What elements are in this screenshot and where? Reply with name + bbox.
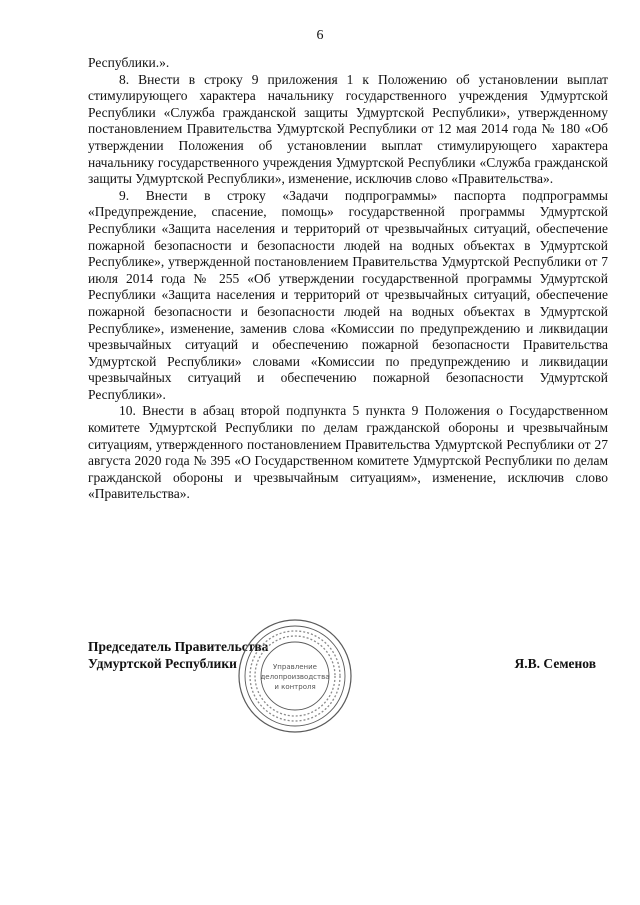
signatory-title-line2: Удмуртской Республики: [88, 656, 237, 671]
signatory-title-line1: Председатель Правительства: [88, 639, 269, 654]
paragraph-item-9: 9. Внести в строку «Задачи подпрограммы» паспорта подпрограммы «Предупреждение, спасение, помощь» государственной программы Удмуртской Республики «Защита населения и территорий от чрезвычайных ситуаций, обеспечение пожарной безопасности и безопасности людей на водных объектах в Удмуртской Республике», утвержденной постановлением Правительства Удмуртской Республики от 7 июля 2014 года № 255 «Об утверждении государственной программы Удмуртской Республики «Защита населения и территорий от чрезвычайных ситуаций, обеспечение пожарной безопасности и безопасности людей на водных объектах в Удмуртской Республике», изменение, заменив слова «Комиссии по предупреждению и ликвидации чрезвычайных ситуаций и обеспечению пожарной безопасности Правительства Удмуртской Республики» словами «Комиссии по предупреждению и ликвидации чрезвычайных ситуаций и обеспечению пожарной безопасности Удмуртской Республики».: [88, 187, 608, 402]
paragraph-continuation: Республики.».: [88, 55, 170, 70]
signatory-name: Я.В. Семенов: [514, 656, 596, 671]
paragraph-item-10: 10. Внести в абзац второй подпункта 5 пункта 9 Положения о Государственном комитете Удмуртской Республики по делам гражданской обороны и чрезвычайным ситуациям, утвержденного постановлением Правительства Удмуртской Республики от 27 августа 2020 года № 395 «О Государственном комитете Удмуртской Республики по делам гражданской обороны и чрезвычайным ситуациям», изменение, исключив слово «Правительства».: [88, 403, 608, 502]
stamp-text-line3: и контроля: [274, 683, 316, 691]
stamp-text-line2: делопроизводства: [260, 673, 330, 681]
document-body: [88, 55, 608, 503]
page-number: 6: [316, 28, 324, 43]
stamp-text-line1: Управление: [273, 663, 317, 671]
paragraph-item-8: 8. Внести в строку 9 приложения 1 к Положению об установлении выплат стимулирующего характера начальнику государственного учреждения Удмуртской Республики «Служба гражданской защиты Удмуртской Республики», утвержденному постановлением Правительства Удмуртской Республики от 12 мая 2014 года № 180 «Об утверждении Положения об установлении выплат стимулирующего характера начальнику государственного учреждения Удмуртской Республики «Служба гражданской защиты Удмуртской Республики», изменение, исключив слово «Правительства».: [88, 71, 608, 187]
official-stamp: [236, 617, 354, 735]
